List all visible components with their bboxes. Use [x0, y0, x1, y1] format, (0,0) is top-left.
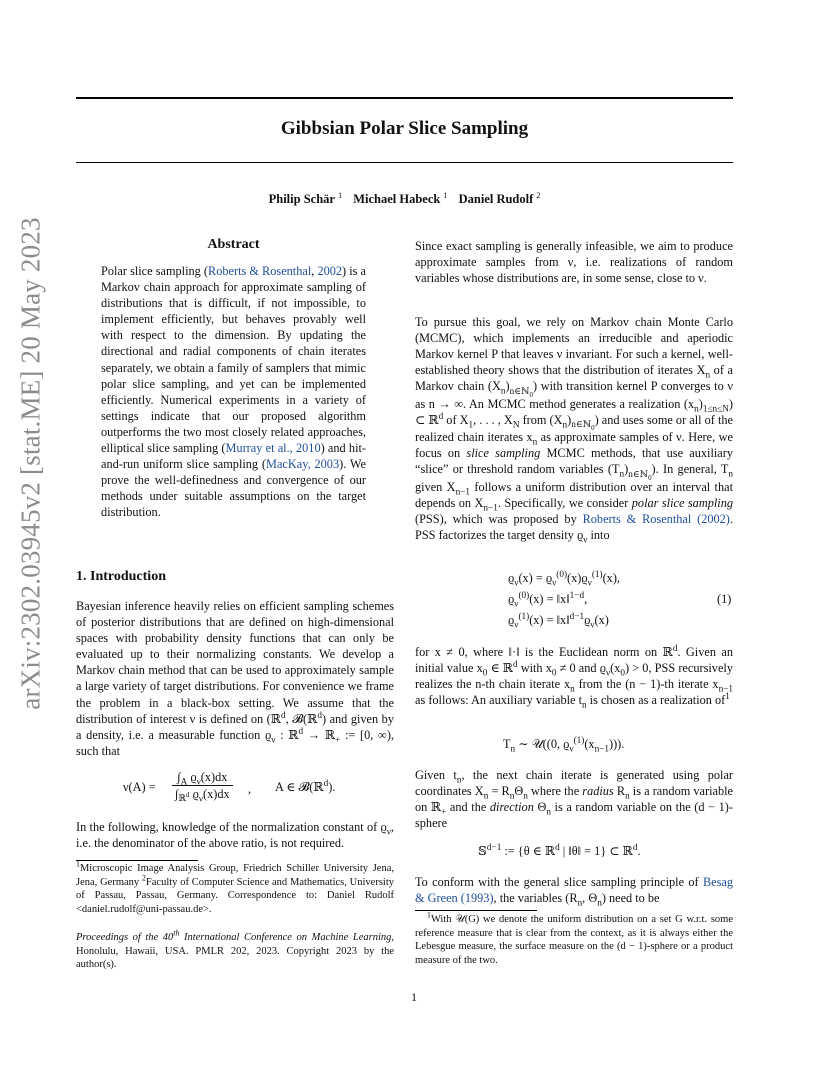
equation-condition: A ∈ 𝓑(ℝ$^d$). [275, 777, 336, 794]
citation-link[interactable]: Roberts & Rosenthal (2002) [582, 511, 730, 526]
paper-page: arXiv:2302.03945v2 [stat.ME] 20 May 2023 Gibbsian Polar Slice Sampling Philip Schär $^1$ Michael Habeck $^1$ Daniel Rudolf $^2$ Abstract Polar slice sampling (Roberts & Rosenthal, 2002) is a Markov chain approach for approximate sampling of distributions that is difficult, if not impossible, to implement efficiently, but behaves provably well with respect to the dimension. By updating the directional and radial components of chain iterates separately, we obtain a family of samplers that mimic polar slice sampling, and yet can be implemented efficiently. Numerical experiments in a variety of settings indicate that our proposed algorithm outperforms the two most closely related approaches, elliptical slice sampling (Murray et al., 2010) and hit-and-run uniform slice sampling (MacKay, 2003). We prove the well-definedness and convergence of our methods under suitable assumptions on the target distribution. 1. Introduction Bayesian inference heavily relies on efficient sampling schemes of posterior distributions that are defined on high-dimensional spaces with probability density functions that can only be evaluated up to their normalizing constants. We develop a Markov chain method that can be used to approximately sample a large variety of target distributions. For convenience we frame the problem in a black-box setting. We assume that the distribution of interest ν is defined on (ℝ$^d$, 𝓑(ℝ$^d$) and given by a density, i.e. a measurable function $ϱ_\nu$ : ℝ$^d$ → ℝ$_+$ := [0, ∞), such that ν(A) = $\int_A$ $ϱ_\nu(x)dx$ $\int_{ℝ^d}$ $ϱ_\nu(x)dx$ , A ∈ 𝓑(ℝ$^d$). In the following, knowledge of the normalization constant of $ϱ_\nu$, i.e. the denominator of the above ratio, is not required. $^1$Microscopic Image Analysis Group, Friedrich Schiller University Jena, Jena, Germany $^2$Faculty of Computer Science and Mathematics, University of Passau, Passau, Germany. Correspondence to: Daniel Rudolf <daniel.rudolf@uni-passau.de>. Proceedings of the 40th International Conference on Machine Learning, Honolulu, Hawaii, USA. PMLR 202, 2023. Copyright 2023 by the author(s). Since exact sampling is generally infeasible, we aim to produce approximate samples from ν, i.e. realizations of random variables whose distributions are, in some sense, close to ν. To pursue this goal, we rely on Markov chain Monte Carlo (MCMC), which implements an irreducible and aperiodic Markov kernel P that leaves ν invariant. For such a kernel, well-established theory shows that the distribution of iterates $X_n$ of a Markov chain $(X_n)_{n\in ℕ_0}$) with transition kernel P converges to ν as n → ∞. An MCMC method generates a realization $(x_n)_{1\le n\le N}$) ⊂ ℝ$^d$ of $X_1$, . . . , $X_N$ from $(X_n)_{n\in ℕ_0}$) and uses some or all of the realized chain iterates $x_n$ as approximate samples of ν. Here, we focus on slice sampling MCMC methods, that use auxiliary “slice” or threshold random variables $(T_n)_{n\in ℕ_0}$). In general, $T_n$ given $X_{n-1}$ follows a uniform distribution over an interval that depends on $X_{n-1}$. Specifically, we consider polar slice sampling (PSS), which was proposed by Roberts & Rosenthal (2002). PSS factorizes the target density $ϱ_\nu$ into $ϱ_\nu(x) = ϱ_\nu^{(0)}(x)ϱ_\nu^{(1)}(x)$, $ϱ_\nu^{(0)}(x)$ = ‖x‖$^{1-d}$, $ϱ_\nu^{(1)}(x)$ = $‖x‖^{d-1}ϱ_\nu(x)$ (1) for x ≠ 0, where ‖·‖ is the Euclidean norm on ℝ$^d$. Given an initial value $x_0$ ∈ ℝ$^d$ with $x_0 \ne 0$ and $ϱ_\nu(x_0) > 0$, PSS recursively realizes the n-th chain iterate $x_n$ from the (n − 1)-th iterate $x_{n-1}$ as follows: An auxiliary variable $t_n$ is chosen as a realization $of^1$ $T_n$ ∼ 𝒰((0, $ϱ_\nu^{(1)}(x_{n-1})$)). Given $t_n$, the next chain iterate is generated using polar coordinates $X_n = R_n\Theta_n$ where the radius $R_n$ is a random variable on ℝ$_+$ and the direction $\Theta_n$ is a random variable on the (d − 1)-sphere 𝕊$^{d-1}$ := {θ ∈ ℝ$^d$ | ‖θ‖ = 1} ⊂ ℝ$^d$. To conform with the general slice sampling principle of Besag & Green (1993), the variables ($R_n$, $\Theta_n$) need to be $^1$With 𝒰(G) we denote the uniform distribution on a set G w.r.t. some reference measure that is clear from the context, as it is always either the Lebesgue measure, the surface measure on the (d − 1)-sphere or a product measure of the two. 1 [0, 0, 828, 1072]
author-name: Daniel Rudolf [458, 192, 534, 206]
body-paragraph: To pursue this goal, we rely on Markov chain Monte Carlo (MCMC), which implements an irreducible and aperiodic Markov kernel P that leaves ν invariant. For such a kernel, well-established theory shows that the distribution of iterates $X_n$ of a Markov chain $(X_n)_{n\in ℕ_0}$) with transition kernel P converges to ν as n → ∞. An MCMC method generates a realization $(x_n)_{1\le n\le N}$) ⊂ ℝ$^d$ of $X_1$, . . . , $X_N$ from $(X_n)_{n\in ℕ_0}$) and uses some or all of the realized chain iterates $x_n$ as approximate samples of ν. Here, we focus on slice sampling MCMC methods, that use auxiliary “slice” or threshold random variables $(T_n)_{n\in ℕ_0}$). In general, $T_n$ given $X_{n-1}$ follows a uniform distribution over an interval that depends on $X_{n-1}$. Specifically, we consider polar slice sampling (PSS), which was proposed by Roberts & Rosenthal (2002). PSS factorizes the target density $ϱ_\nu$ into [415, 315, 733, 545]
body-paragraph: Since exact sampling is generally infeasible, we aim to produce approximate samples from ν, i.e. realizations of random variables whose distributions are, in some sense, close to ν. [415, 239, 733, 286]
page-number: 1 [411, 990, 417, 1004]
author-name: Philip Schär [268, 192, 335, 206]
author-name: Michael Habeck [353, 192, 441, 206]
paper-title: Gibbsian Polar Slice Sampling [280, 118, 529, 139]
introduction-paragraph: Bayesian inference heavily relies on efficient sampling schemes of posterior distributions that are defined on high-dimensional spaces with probability density functions that can only be evaluated up to their normalizing constants. We develop a Markov chain method that can be used to approximately sample a large variety of target distributions. For convenience we frame the problem in a black-box setting. We assume that the distribution of interest ν is defined on (ℝ$^d$, 𝓑(ℝ$^d$) and given by a density, i.e. a measurable function $ϱ_\nu$ : ℝ$^d$ → ℝ$_+$ := [0, ∞), such that [76, 599, 394, 758]
arxiv-identifier: arXiv:2302.03945v2 [stat.ME] 20 May 2023 [15, 216, 46, 710]
equation-measure: ν(A) = [123, 780, 156, 794]
citation-link[interactable]: Murray et al., 2010 [225, 441, 321, 456]
citation-link[interactable]: 2002 [317, 264, 343, 278]
author-list [76, 192, 733, 207]
citation-link[interactable]: Besag & Green (1993) [415, 875, 733, 906]
citation-link[interactable]: MacKay, 2003 [266, 457, 340, 472]
equation-threshold: $T_n$ ∼ 𝒰((0, $ϱ_\nu^{(1)}(x_{n-1})$)). [503, 734, 625, 754]
equation-factorization: $ϱ_\nu(x) = ϱ_\nu^{(0)}(x)ϱ_\nu^{(1)}(x)$, $ϱ_\nu^{(0)}(x)$ = ‖x‖$^{1-d}$, $ϱ_\nu^{(1)}(x)$ = $‖x‖^{d-1}ϱ_\nu(x)$ [508, 568, 620, 630]
footnote-rule [76, 860, 198, 861]
equation-sphere: 𝕊$^{d-1}$ := {θ ∈ ℝ$^d$ | ‖θ‖ = 1} ⊂ ℝ$^d$. [478, 841, 641, 858]
author [269, 192, 342, 206]
author-affiliation-mark: 1 [443, 190, 448, 200]
title-top-rule [76, 97, 733, 99]
uniform-distribution-footnote: $^1$With 𝒰(G) we denote the uniform distribution on a set G w.r.t. some reference measure that is clear from the context, as it is always either the Lebesgue measure, the surface measure on the (d − 1)-sphere or a product measure of the two. [415, 910, 733, 966]
proceedings-note: Proceedings of the 40th International Conference on Machine Learning, Honolulu, Hawaii, USA. PMLR 202, 2023. Copyright 2023 by the author(s). [76, 928, 394, 971]
author [353, 192, 447, 206]
author [459, 192, 541, 206]
citation-link[interactable]: Roberts & Rosenthal [208, 264, 312, 278]
section-heading-introduction: 1. Introduction [76, 569, 166, 584]
title-bottom-rule [76, 162, 733, 163]
footnote-rule [415, 910, 537, 911]
body-paragraph: for x ≠ 0, where ‖·‖ is the Euclidean norm on ℝ$^d$. Given an initial value $x_0$ ∈ ℝ$^d$ with $x_0 \ne 0$ and $ϱ_\nu(x_0) > 0$, PSS recursively realizes the n-th chain iterate $x_n$ from the (n − 1)-th iterate $x_{n-1}$ as follows: An auxiliary variable $t_n$ is chosen as a realization $of^1$ [415, 642, 733, 710]
body-paragraph: To conform with the general slice sampling principle of Besag & Green (1993), the variables ($R_n$, $\Theta_n$) need to be [415, 875, 733, 908]
author-affiliation-mark: 1 [338, 190, 343, 200]
abstract-body: Polar slice sampling (Roberts & Rosenthal, 2002) is a Markov chain approach for approximate sampling of distributions that is difficult, if not impossible, to implement efficiently, but behaves provably well with respect to the dimension. By updating the directional and radial components of chain iterates separately, we obtain a family of samplers that mimic polar slice sampling, and yet can be implemented efficiently. Numerical experiments in a variety of settings indicate that our proposed algorithm outperforms the two most closely related approaches, elliptical slice sampling (Murray et al., 2010) and hit-and-run uniform slice sampling (MacKay, 2003). We prove the well-definedness and convergence of our methods under suitable assumptions on the target distribution. [101, 264, 367, 520]
introduction-paragraph: In the following, knowledge of the normalization constant of $ϱ_\nu$, i.e. the denominator of the above ratio, is not required. [76, 820, 394, 851]
abstract-heading: Abstract [207, 237, 260, 252]
arxiv-sidebar-stamp [6, 216, 56, 710]
body-paragraph: Given $t_n$, the next chain iterate is generated using polar coordinates $X_n = R_n\Theta_n$ where the radius $R_n$ is a random variable on ℝ$_+$ and the direction $\Theta_n$ is a random variable on the (d − 1)-sphere [415, 768, 734, 831]
author-affiliation-mark: 2 [536, 190, 541, 200]
equation-fraction: $\int_A$ $ϱ_\nu(x)dx$ $\int_{ℝ^d}$ $ϱ_\nu(x)dx$ [172, 770, 233, 802]
affiliation-footnote: $^1$Microscopic Image Analysis Group, Friedrich Schiller University Jena, Jena, Germany $^2$Faculty of Computer Science and Mathematics, University of Passau, Passau, Germany. Correspondence to: Daniel Rudolf <daniel.rudolf@uni-passau.de>. [76, 859, 394, 915]
equation-number: (1) [717, 592, 732, 606]
